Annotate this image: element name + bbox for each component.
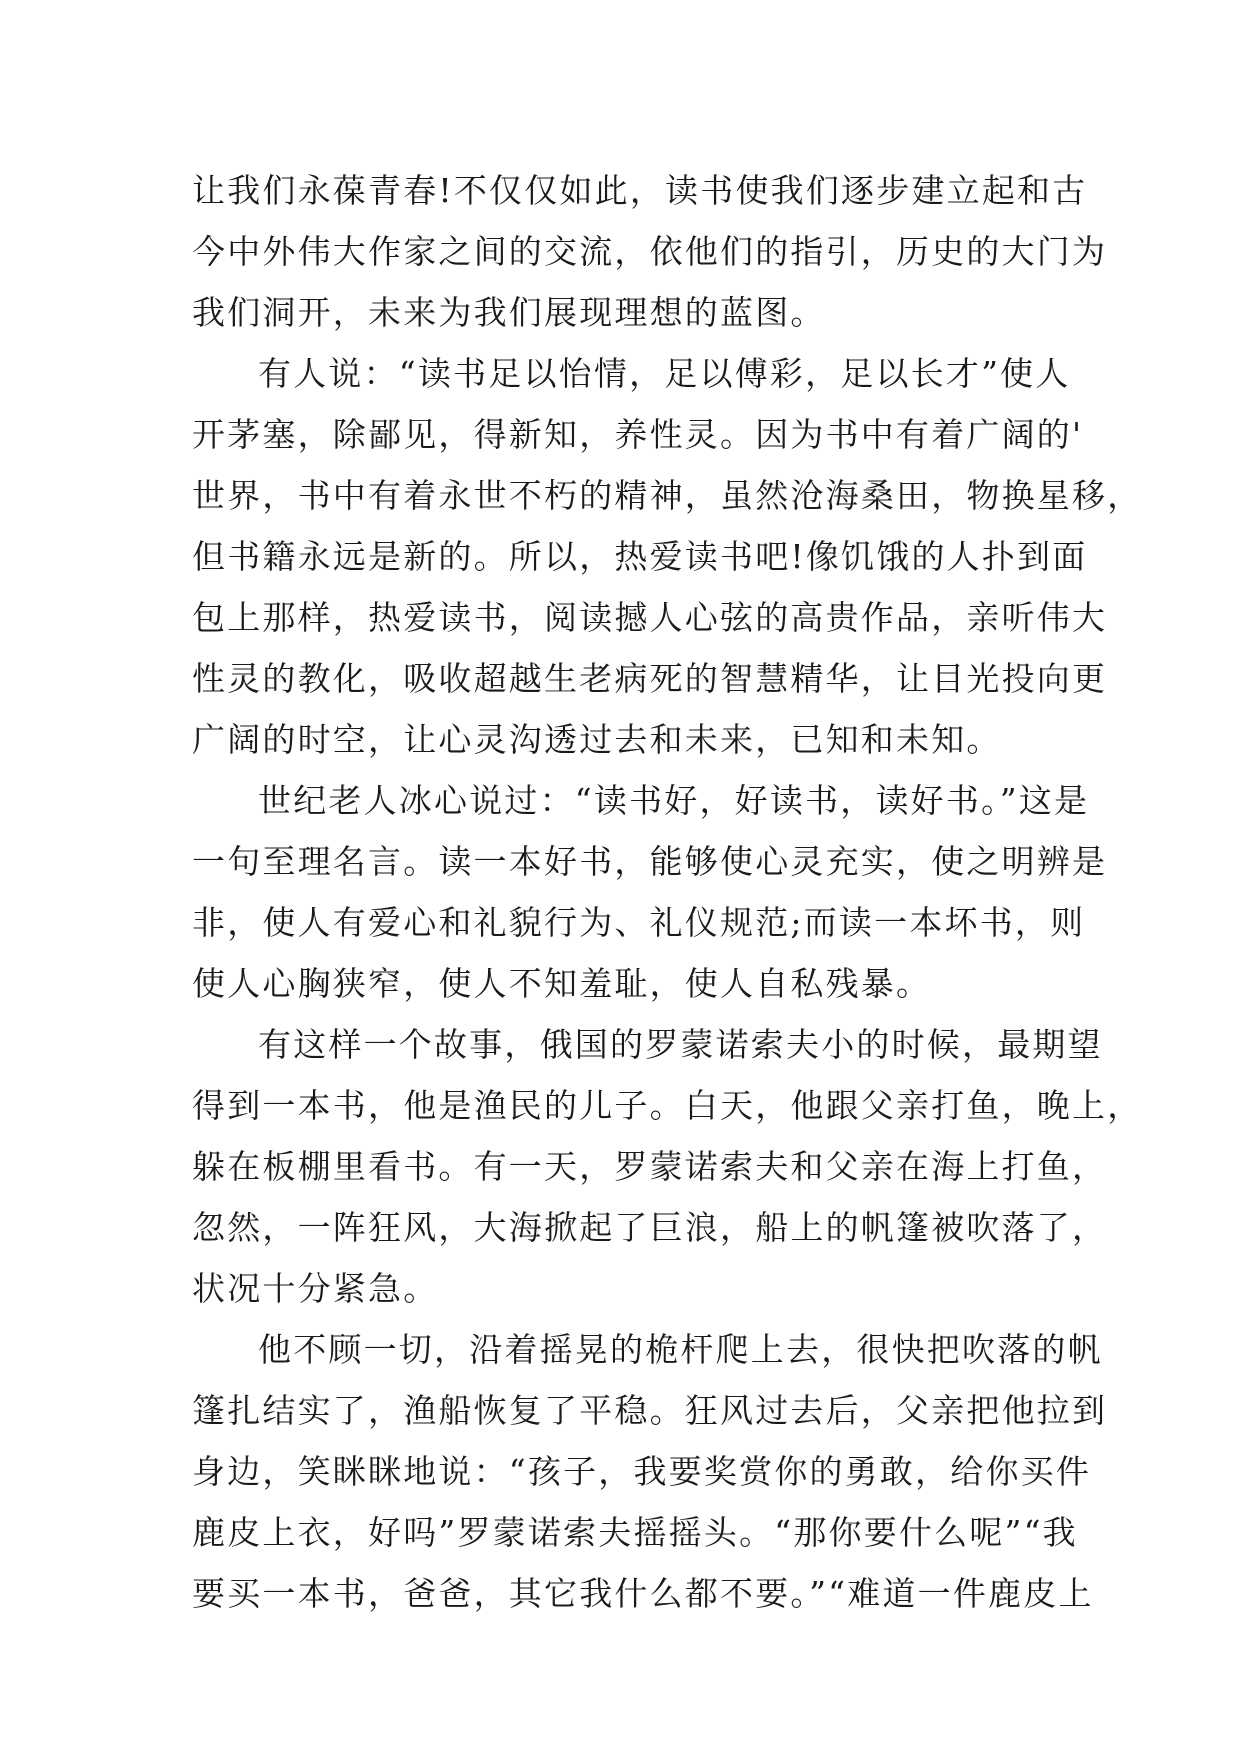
text-line: 躲在板棚里看书。有一天，罗蒙诺索夫和父亲在海上打鱼， bbox=[192, 1147, 1108, 1186]
text-line: 但书籍永远是新的。所以，热爱读书吧!像饥饿的人扑到面 bbox=[192, 537, 1088, 576]
text-line: 篷扎结实了，渔船恢复了平稳。狂风过去后，父亲把他拉到 bbox=[192, 1391, 1108, 1430]
text-line: 忽然，一阵狂风，大海掀起了巨浪，船上的帆篷被吹落了， bbox=[192, 1208, 1108, 1247]
text-line: 广阔的时空，让心灵沟透过去和未来，已知和未知。 bbox=[192, 720, 1002, 759]
paragraph-start-line: 他不顾一切，沿着摇晃的桅杆爬上去，很快把吹落的帆 bbox=[258, 1330, 1103, 1369]
paragraph-start-line: 有人说：“读书足以怡情，足以傅彩，足以长才”使人 bbox=[258, 354, 1071, 393]
body-text bbox=[192, 160, 1143, 1624]
text-line: 使人心胸狭窄，使人不知羞耻，使人自私残暴。 bbox=[192, 964, 932, 1003]
text-line: 身边，笑眯眯地说：“孩子，我要奖赏你的勇敢，给你买件 bbox=[192, 1452, 1092, 1491]
text-line: 今中外伟大作家之间的交流，依他们的指引，历史的大门为 bbox=[192, 232, 1108, 271]
paragraph-start-line: 有这样一个故事，俄国的罗蒙诺索夫小的时候，最期望 bbox=[258, 1025, 1103, 1064]
text-line: 世界，书中有着永世不朽的精神，虽然沧海桑田，物换星移， bbox=[192, 476, 1143, 515]
text-line: 开茅塞，除鄙见，得新知，养性灵。因为书中有着广阔的' bbox=[192, 415, 1084, 454]
text-line: 一句至理名言。读一本好书，能够使心灵充实，使之明辨是 bbox=[192, 842, 1108, 881]
text-line: 要买一本书，爸爸，其它我什么都不要。”“难道一件鹿皮上 bbox=[192, 1574, 1094, 1613]
text-line: 鹿皮上衣，好吗”罗蒙诺索夫摇摇头。“那你要什么呢”“我 bbox=[192, 1513, 1078, 1552]
text-line: 让我们永葆青春!不仅仅如此，读书使我们逐步建立起和古 bbox=[192, 171, 1088, 210]
text-line: 非，使人有爱心和礼貌行为、礼仪规范;而读一本坏书，则 bbox=[192, 903, 1086, 942]
text-line: 状况十分紧急。 bbox=[192, 1269, 439, 1308]
text-line: 我们洞开，未来为我们展现理想的蓝图。 bbox=[192, 293, 826, 332]
text-line: 得到一本书，他是渔民的儿子。白天，他跟父亲打鱼，晚上， bbox=[192, 1086, 1143, 1125]
paragraph-start-line: 世纪老人冰心说过：“读书好，好读书，读好书。”这是 bbox=[258, 781, 1090, 820]
text-line: 包上那样，热爱读书，阅读撼人心弦的高贵作品，亲听伟大 bbox=[192, 598, 1108, 637]
text-line: 性灵的教化，吸收超越生老病死的智慧精华，让目光投向更 bbox=[192, 659, 1108, 698]
